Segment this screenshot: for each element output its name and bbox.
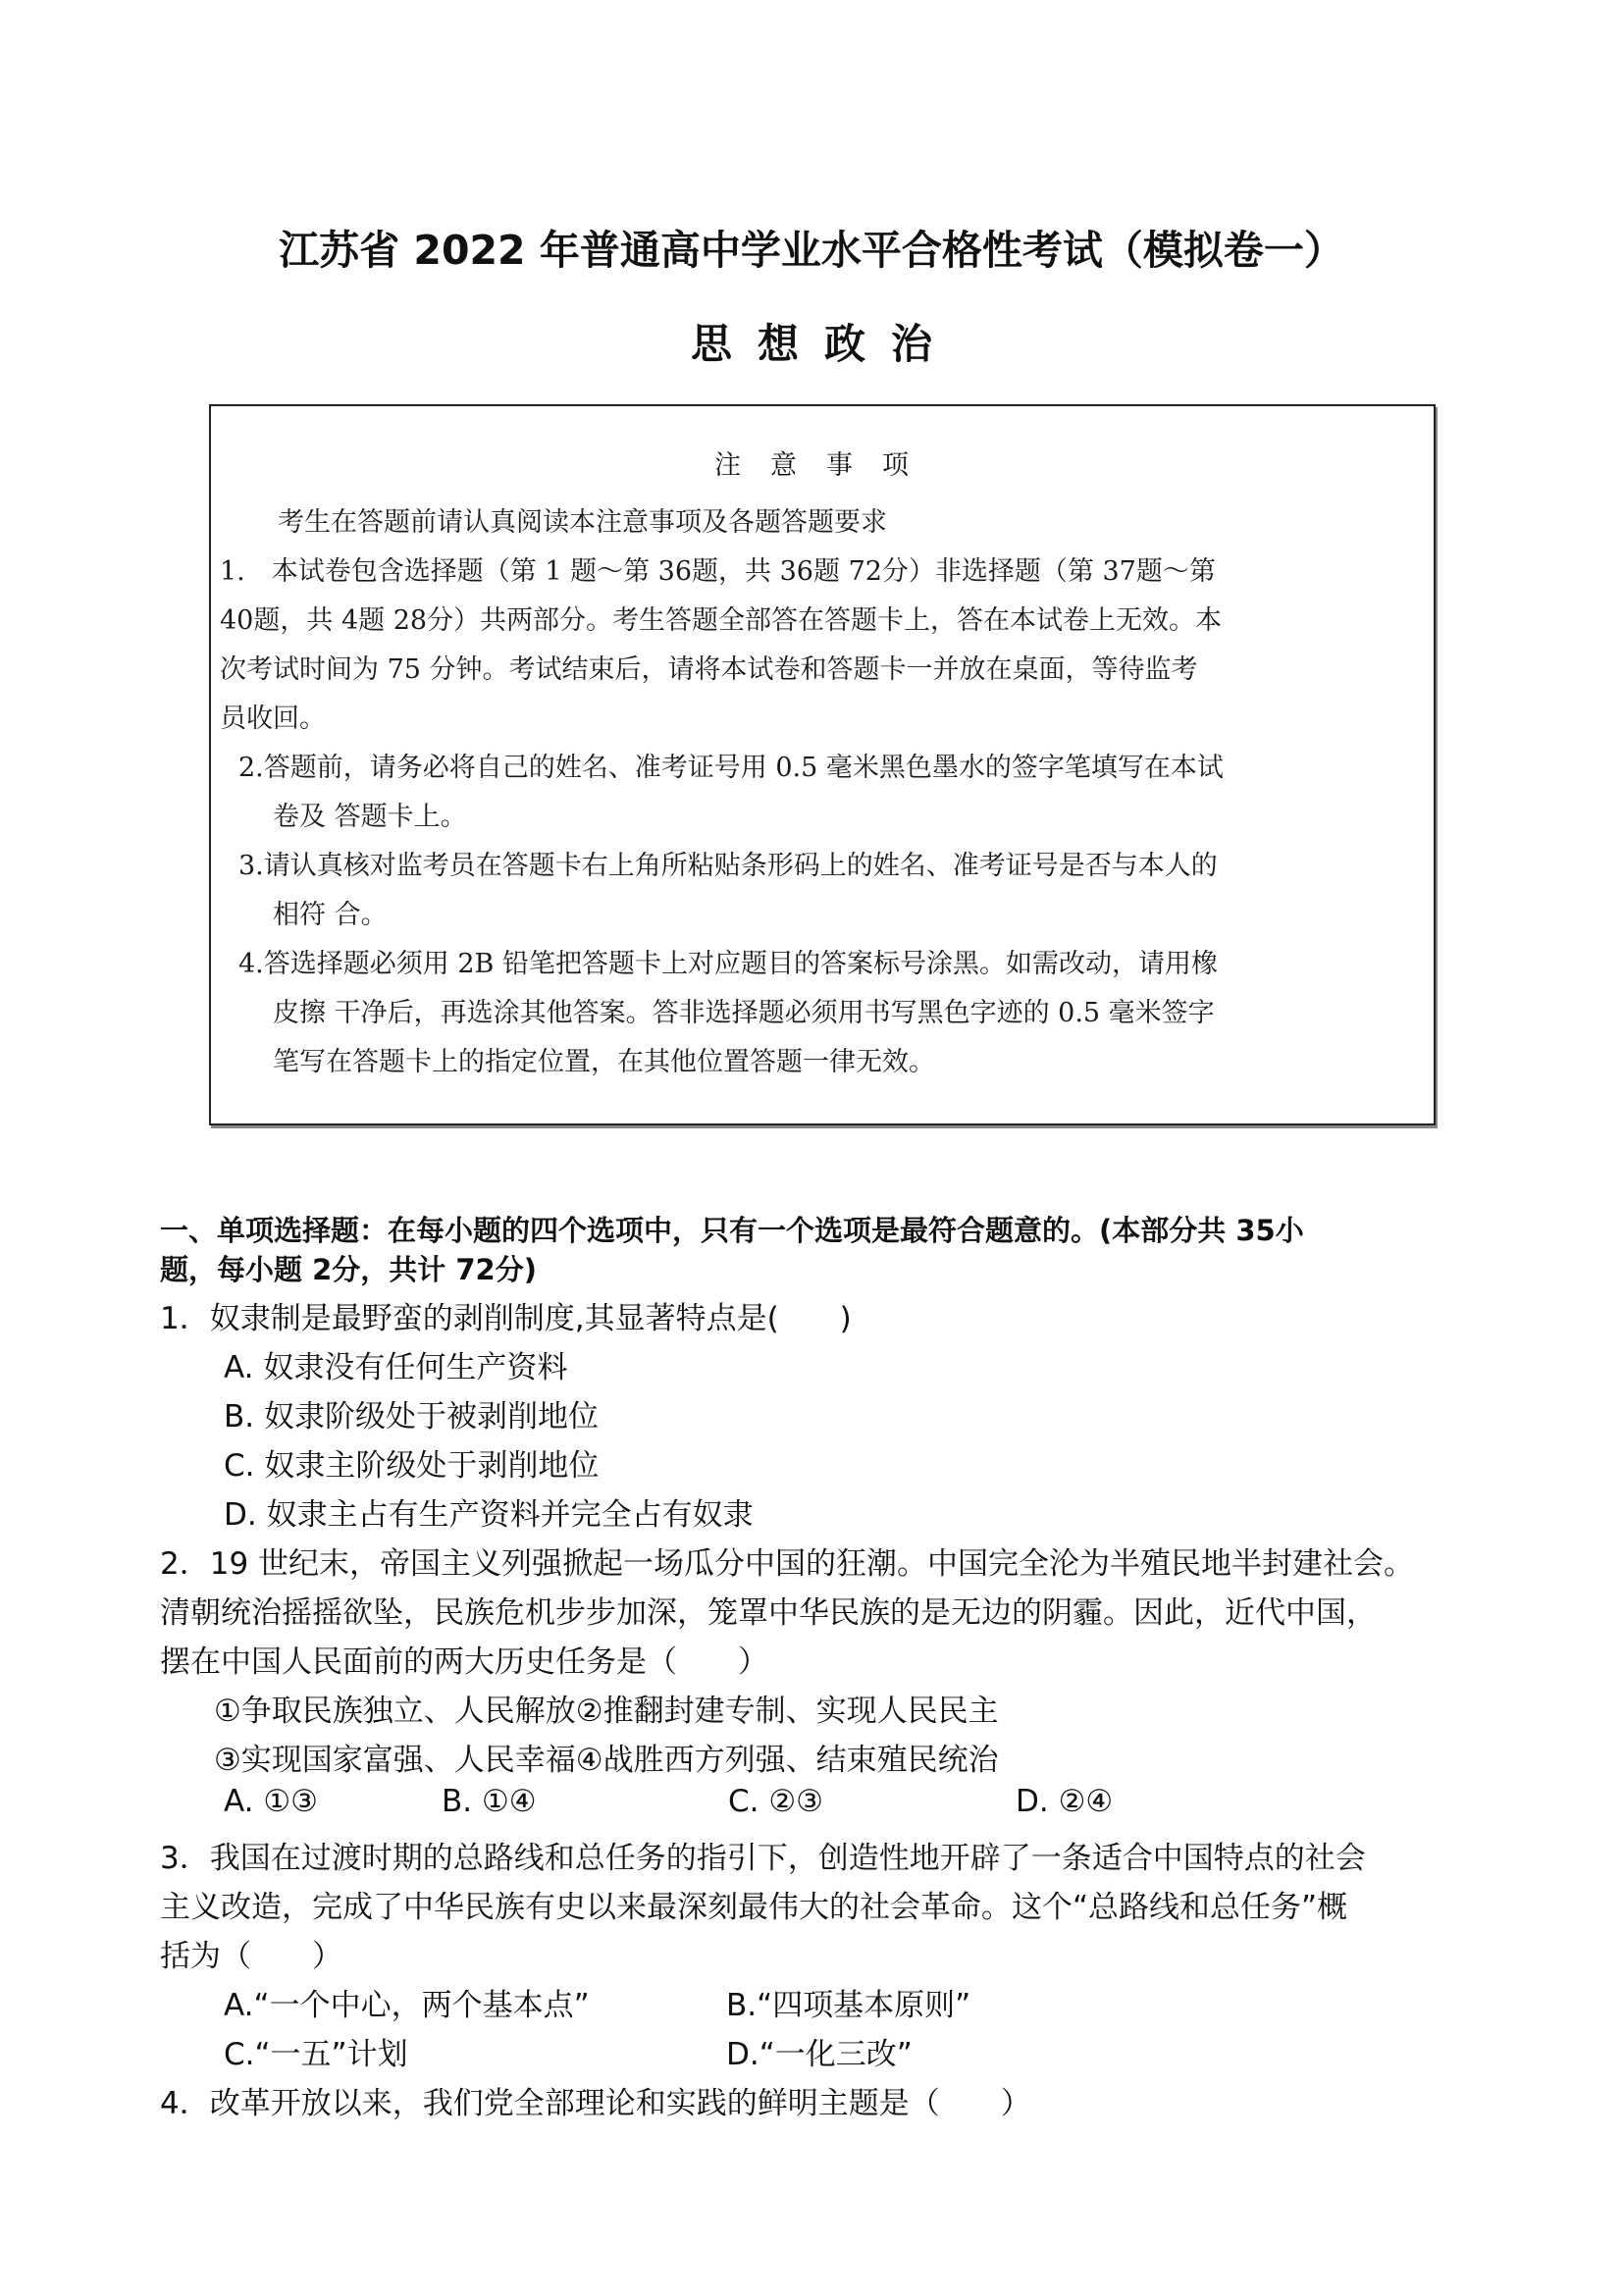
question-2-option-c: C. ②③	[728, 1784, 823, 1819]
exam-title: 江苏省 2022 年普通高中学业水平合格性考试（模拟卷一）	[279, 227, 1344, 274]
notice-line: 40题，共 4题 28分）共两部分。考生答题全部答在答题卡上，答在本试卷上无效。本	[220, 605, 1223, 636]
section-heading: 题，每小题 2分，共计 72分)	[160, 1253, 537, 1286]
question-2-statement: ③实现国家富强、人民幸福④战胜西方列强、结束殖民统治	[214, 1743, 999, 1778]
question-2-stem: 2．19 世纪末，帝国主义列强掀起一场瓜分中国的狂潮。中国完全沦为半殖民地半封建社会。	[160, 1546, 1415, 1582]
question-4-stem: 4．改革开放以来，我们党全部理论和实践的鲜明主题是（ ）	[160, 2086, 1031, 2121]
question-3-stem: 括为（ ）	[160, 1939, 342, 1974]
notice-title: 注意事项	[714, 450, 938, 481]
question-1-option-a: A. 奴隶没有任何生产资料	[224, 1350, 568, 1385]
notice-line: 笔写在答题卡上的指定位置，在其他位置答题一律无效。	[273, 1047, 935, 1077]
question-2-option-d: D. ②④	[1016, 1784, 1114, 1819]
question-2-stem: 清朝统治摇摇欲坠，民族危机步步加深，笼罩中华民族的是无边的阴霾。因此，近代中国，	[160, 1595, 1377, 1631]
question-3-stem: 主义改造，完成了中华民族有史以来最深刻最伟大的社会革命。这个“总路线和总任务”概	[160, 1890, 1348, 1925]
notice-line: 次考试时间为 75 分钟。考试结束后，请将本试卷和答题卡一并放在桌面，等待监考	[220, 654, 1198, 685]
subject-title: 思想政治	[690, 320, 958, 368]
question-3-option-d: D.“一化三改”	[726, 2037, 913, 2072]
question-2-option-b: B. ①④	[442, 1784, 537, 1819]
question-1-option-c: C. 奴隶主阶级处于剥削地位	[224, 1448, 600, 1484]
question-2-stem: 摆在中国人民面前的两大历史任务是（ ）	[160, 1644, 768, 1680]
question-2-statement: ①争取民族独立、人民解放②推翻封建专制、实现人民民主	[214, 1694, 999, 1729]
notice-intro: 考生在答题前请认真阅读本注意事项及各题答题要求	[278, 507, 887, 538]
question-1-option-b: B. 奴隶阶级处于被剥削地位	[224, 1399, 599, 1435]
notice-line: 4.答选择题必须用 2B 铅笔把答题卡上对应题目的答案标号涂黑。如需改动，请用橡	[238, 949, 1218, 979]
notice-line: 相符 合。	[273, 900, 388, 930]
question-1-option-d: D. 奴隶主占有生产资料并完全占有奴隶	[224, 1497, 754, 1533]
notice-line: 2.答题前，请务必将自己的姓名、准考证号用 0.5 毫米黑色墨水的签字笔填写在本试	[238, 753, 1224, 783]
notice-line: 皮擦 干净后，再选涂其他答案。答非选择题必须用书写黑色字迹的 0.5 毫米签字	[273, 998, 1215, 1028]
notice-line: 卷及 答题卡上。	[273, 802, 467, 832]
question-3-option-a: A.“一个中心，两个基本点”	[224, 1988, 590, 2023]
section-heading: 一、单项选择题：在每小题的四个选项中，只有一个选项是最符合题意的。(本部分共 35小	[160, 1214, 1304, 1247]
notice-line: 员收回。	[220, 704, 326, 734]
question-3-option-b: B.“四项基本原则”	[726, 1988, 971, 2023]
question-3-stem: 3．我国在过渡时期的总路线和总任务的指引下，创造性地开辟了一条适合中国特点的社会	[160, 1841, 1366, 1876]
question-3-option-c: C.“一五”计划	[224, 2037, 408, 2072]
question-2-option-a: A. ①③	[224, 1784, 318, 1819]
notice-line: 3.请认真核对监考员在答题卡右上角所粘贴条形码上的姓名、准考证号是否与本人的	[238, 851, 1218, 881]
notice-line: 1. 本试卷包含选择题（第 1 题～第 36题，共 36题 72分）非选择题（第 37题～第	[220, 556, 1216, 587]
question-1-stem: 1．奴隶制是最野蛮的剥削制度,其显著特点是( )	[160, 1301, 852, 1336]
